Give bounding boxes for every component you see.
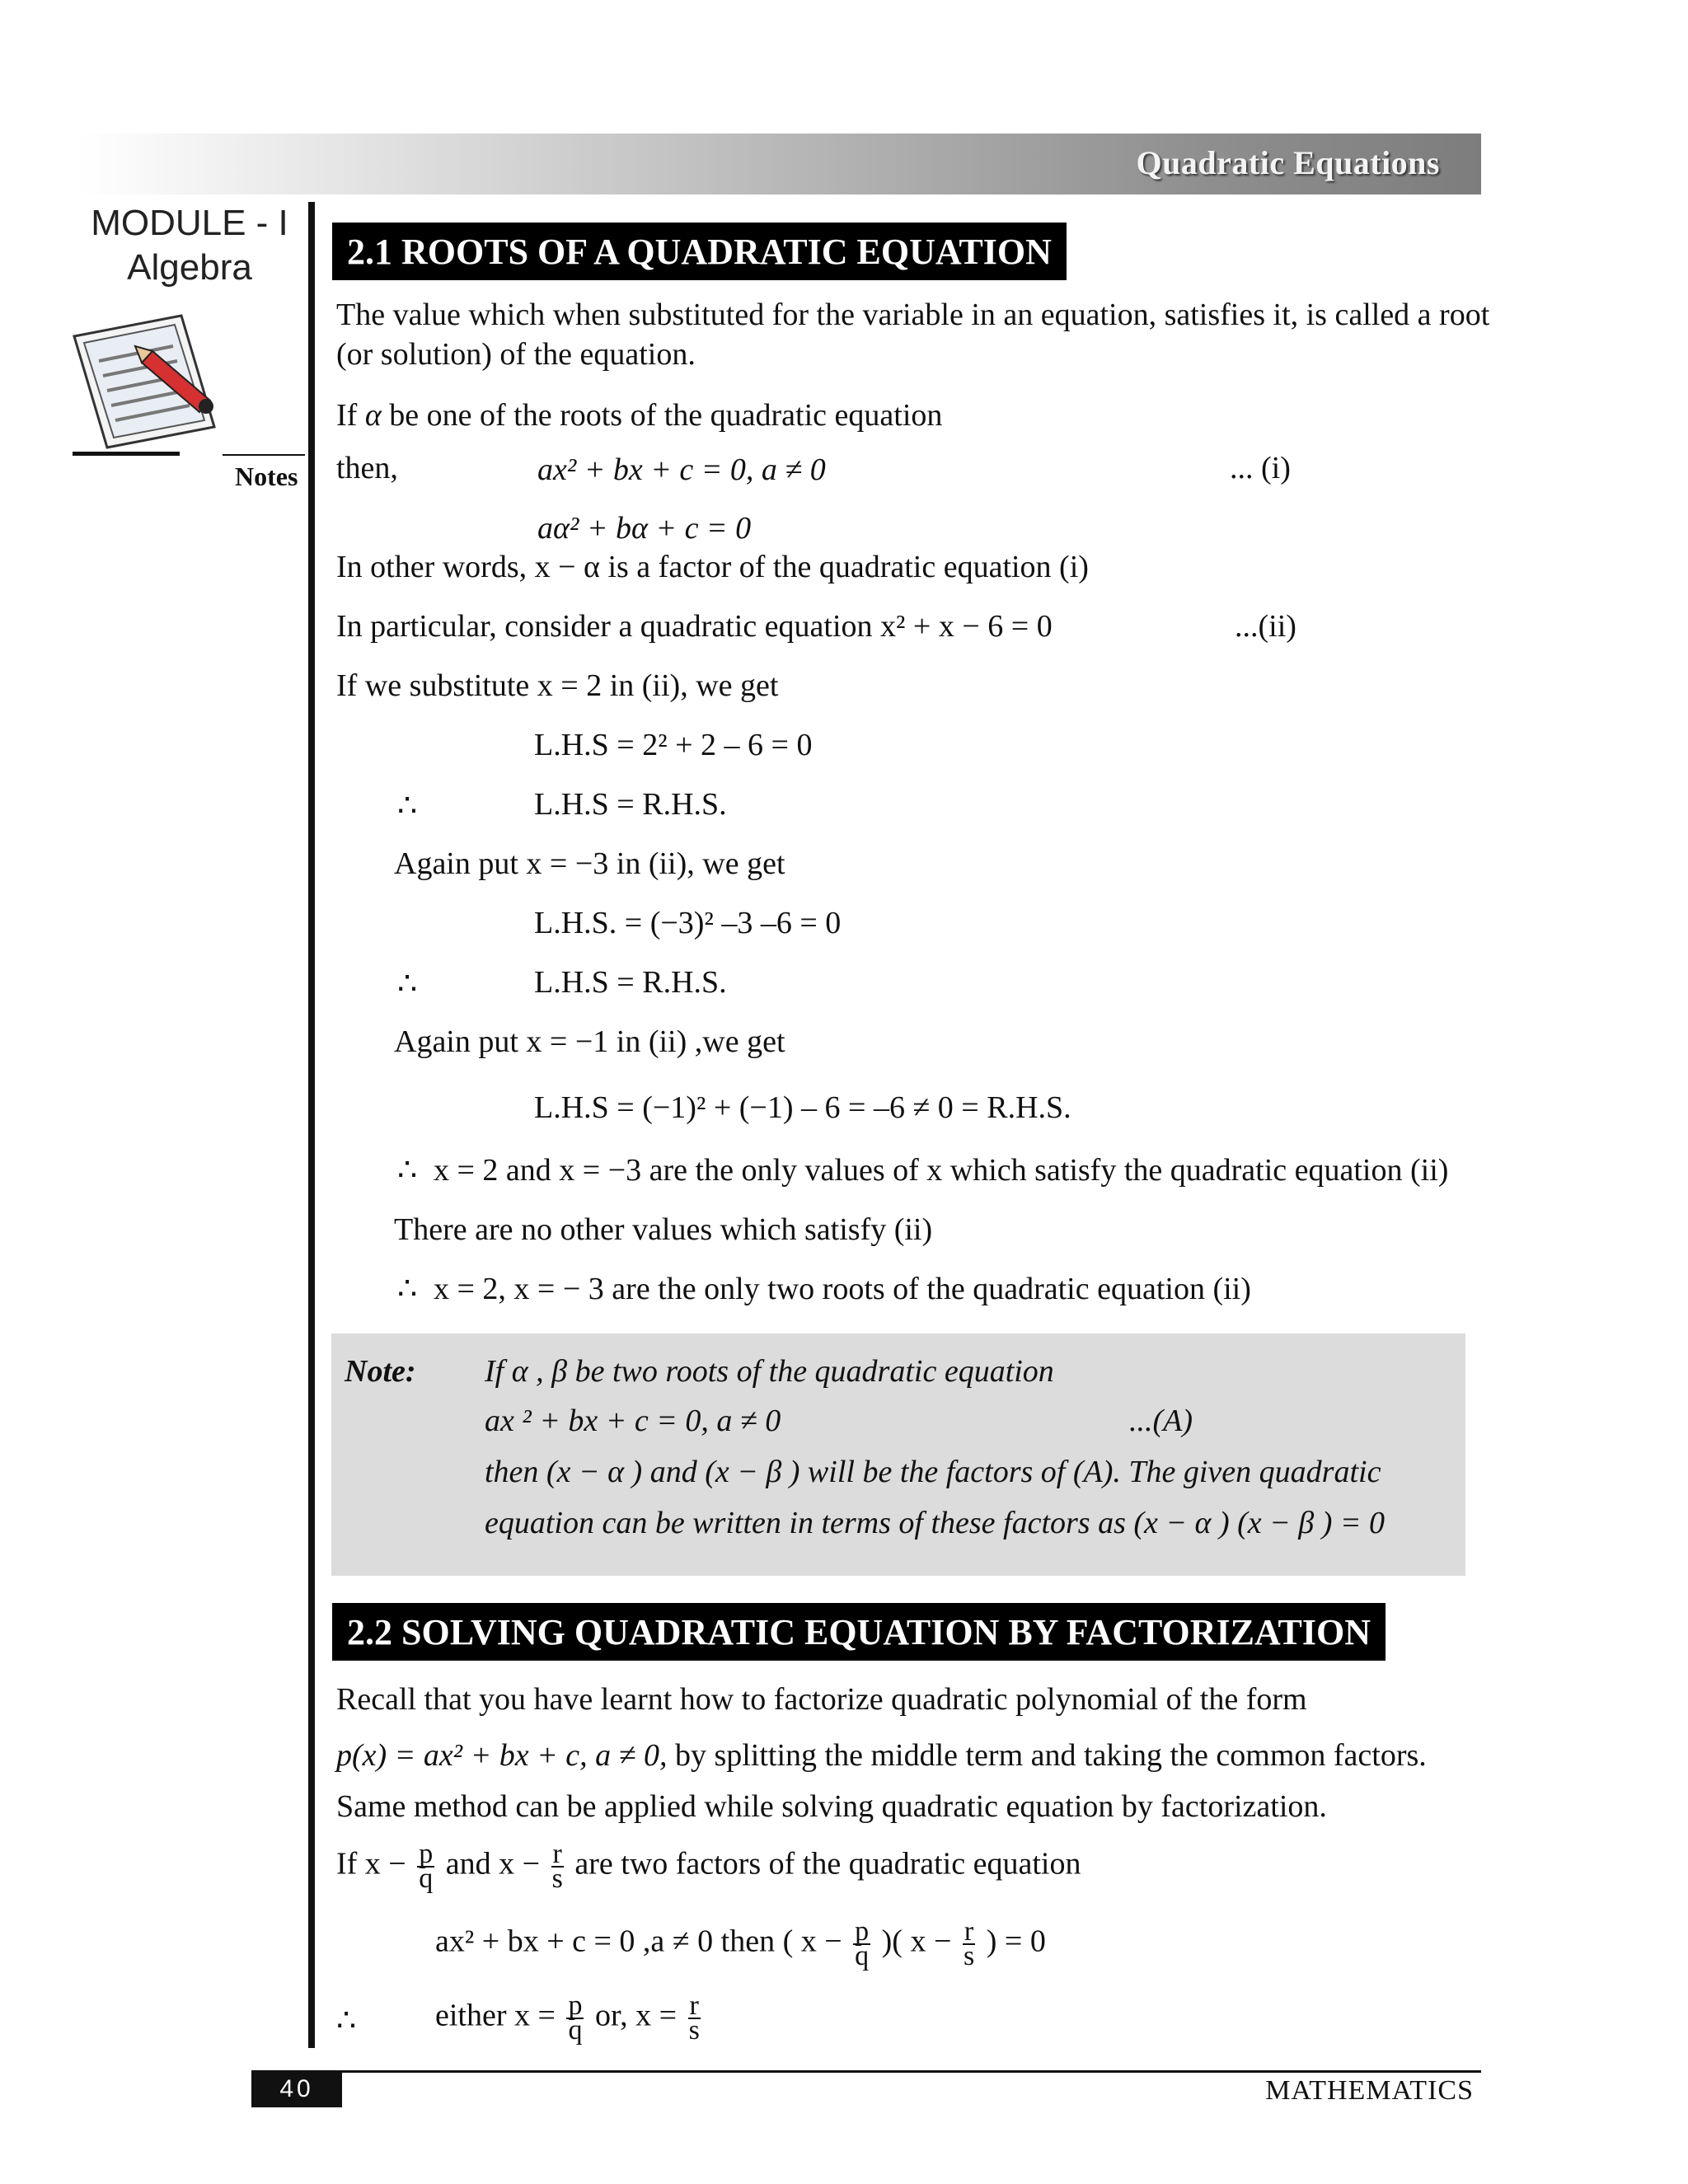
if-alpha-text: be one of the roots of the quadratic equation: [389, 398, 943, 433]
notes-rule: [73, 452, 180, 456]
conclusion-line-3: x = 2, x = − 3 are the only two roots of the quadratic equation (ii): [434, 1272, 1251, 1306]
therefore-symbol: ∴: [397, 967, 418, 1001]
page-number: 40: [251, 2071, 342, 2107]
notes-rule-thin: [223, 454, 305, 456]
recall-line: Recall that you have learnt how to factorize quadratic polynomial of the form: [336, 1682, 1307, 1717]
equation-end: ) = 0: [986, 1924, 1046, 1959]
note-line-3: then (x − α ) and (x − β ) will be the factors of (A). The given quadratic: [485, 1455, 1381, 1489]
therefore-symbol: ∴: [397, 1153, 418, 1188]
fraction-denominator: s: [963, 1941, 975, 1971]
fraction-denominator: q: [568, 2015, 583, 2046]
note-line-2-ref: ...(A): [1129, 1404, 1193, 1438]
lhs-equals-rhs-2: L.H.S = R.H.S.: [534, 965, 727, 1000]
substitute-minus3-line: Again put x = −3 in (ii), we get: [394, 846, 785, 881]
fraction-denominator: q: [419, 1863, 434, 1894]
if-alpha-line: If α be one of the roots of the quadratic equation: [336, 398, 943, 433]
lhs-calc-2: L.H.S. = (−3)² –3 –6 = 0: [534, 906, 842, 940]
either-x-equals: either x =: [435, 1998, 556, 2033]
conclusion-line-2: There are no other values which satisfy (ii): [394, 1212, 933, 1247]
equation-lhs: ax² + bx + c = 0 ,a ≠ 0 then ( x −: [435, 1924, 842, 1959]
fraction-denominator: q: [855, 1941, 870, 1971]
fraction-r-over-s: [688, 1990, 701, 2046]
other-words-line: In other words, x − α is a factor of the quadratic equation (i): [336, 550, 1089, 584]
conclusion-line-1: x = 2 and x = −3 are the only values of x which satisfy the quadratic equation (ii): [434, 1153, 1449, 1188]
margin-rule: [308, 202, 315, 2048]
note-box: [331, 1333, 1465, 1576]
footer-rule: [251, 2070, 1481, 2073]
factors-line: [336, 1839, 1081, 1894]
equation-ii-ref: ...(ii): [1235, 609, 1296, 644]
equation-i: ax² + bx + c = 0, a ≠ 0: [537, 452, 826, 487]
two-factors-text: are two factors of the quadratic equation: [574, 1846, 1081, 1882]
fraction-p-over-q: [566, 1990, 584, 2046]
therefore-symbol: ∴: [397, 1272, 418, 1306]
equation-i-ref: ... (i): [1230, 451, 1291, 485]
footer-subject: MATHEMATICS: [1265, 2075, 1474, 2106]
fraction-r-over-s: [963, 1916, 975, 1971]
lhs-equals-rhs-1: L.H.S = R.H.S.: [534, 787, 727, 822]
note-line-2: ax ² + bx + c = 0, a ≠ 0: [485, 1404, 781, 1438]
note-line-1: If α , β be two roots of the quadratic equation: [485, 1354, 1054, 1389]
subject-label: Algebra: [127, 247, 252, 288]
therefore-symbol: ∴: [336, 2004, 357, 2038]
fraction-numerator: p: [568, 1990, 583, 2021]
same-method-line: Same method can be applied while solving quadratic equation by factorization.: [336, 1789, 1327, 1824]
note-label: Note:: [345, 1354, 416, 1389]
fraction-r-over-s: [551, 1839, 564, 1894]
and-x-minus: and x −: [445, 1846, 541, 1882]
intro-line-2: (or solution) of the equation.: [336, 337, 696, 372]
fraction-numerator: r: [552, 1839, 562, 1869]
intro-line-1: The value which when substituted for the variable in an equation, satisfies it, is called a root: [336, 298, 1490, 332]
fraction-numerator: r: [964, 1916, 974, 1947]
fraction-denominator: s: [551, 1863, 563, 1894]
fraction-p-over-q: [853, 1916, 870, 1971]
lhs-calc-1: L.H.S = 2² + 2 – 6 = 0: [534, 728, 813, 762]
polynomial-expression: p(x) = ax² + bx + c, a ≠ 0,: [336, 1738, 668, 1773]
then-label: then,: [336, 451, 398, 485]
equation-alpha: aα² + bα + c = 0: [537, 511, 752, 546]
lhs-calc-3: L.H.S = (−1)² + (−1) – 6 = –6 ≠ 0 = R.H.S.: [534, 1090, 1071, 1125]
polynomial-line: [336, 1736, 1427, 1775]
fraction-numerator: p: [855, 1916, 870, 1947]
section-heading-2-1: 2.1 ROOTS OF A QUADRATIC EQUATION: [332, 223, 1067, 280]
module-label: MODULE - I: [91, 203, 288, 243]
particular-line: In particular, consider a quadratic equation x² + x − 6 = 0: [336, 609, 1053, 644]
factored-equation-line: [435, 1916, 1046, 1971]
chapter-title: Quadratic Equations: [1136, 144, 1440, 181]
substitute-2-line: If we substitute x = 2 in (ii), we get: [336, 668, 779, 703]
chapter-header-band: [78, 134, 1481, 194]
fraction-denominator: s: [688, 2015, 700, 2046]
notes-label: Notes: [235, 462, 298, 491]
substitute-minus1-line: Again put x = −1 in (ii) ,we get: [394, 1024, 785, 1059]
therefore-symbol: ∴: [397, 789, 418, 823]
either-line: [435, 1990, 704, 2046]
equation-mid: )( x −: [881, 1924, 952, 1959]
fraction-p-over-q: [417, 1839, 434, 1894]
if-x-minus: If x −: [336, 1846, 406, 1882]
or-x-equals: or, x =: [594, 1998, 678, 2033]
polynomial-rest: by splitting the middle term and taking the common factors.: [674, 1738, 1427, 1773]
fraction-numerator: r: [689, 1990, 699, 2021]
fraction-numerator: p: [419, 1839, 434, 1869]
notebook-pencil-icon: [66, 312, 231, 452]
section-heading-2-2: 2.2 SOLVING QUADRATIC EQUATION BY FACTORIZATION: [332, 1603, 1386, 1661]
note-line-4: equation can be written in terms of these factors as (x − α ) (x − β ) = 0: [485, 1506, 1386, 1540]
